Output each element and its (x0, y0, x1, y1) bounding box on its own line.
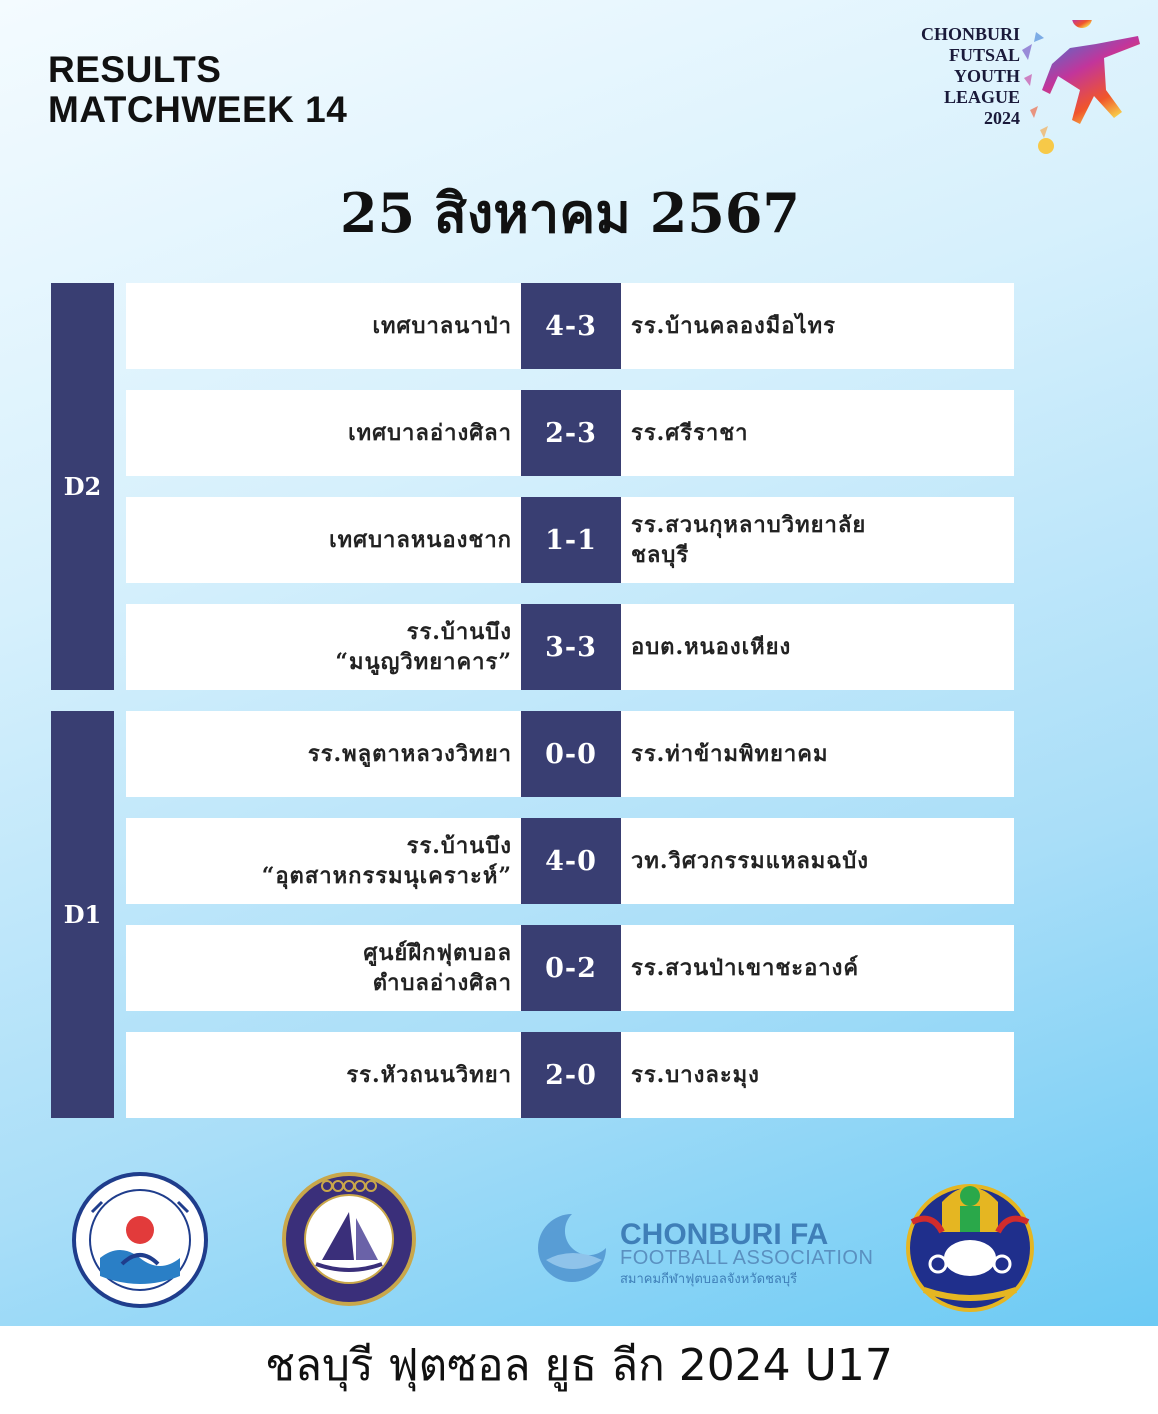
match-score: 4-3 (521, 283, 621, 369)
home-team (126, 818, 512, 904)
match-score: 2-3 (521, 390, 621, 476)
away-team-line: อบต.หนองเหียง (631, 634, 792, 660)
match-score: 1-1 (521, 497, 621, 583)
home-team (126, 497, 512, 583)
away-team-line: รร.สวนป่าเขาชะอางค์ (631, 955, 860, 981)
match-score: 0-0 (521, 711, 621, 797)
match-row (126, 390, 1014, 476)
away-team (631, 925, 1011, 1011)
away-team (631, 283, 1011, 369)
match-row (126, 497, 1014, 583)
league-line: FUTSAL (948, 45, 1020, 65)
match-row (126, 711, 1014, 797)
chonburi-fa-subtitle: FOOTBALL ASSOCIATION (620, 1247, 874, 1269)
home-team (126, 283, 512, 369)
league-line: LEAGUE (943, 87, 1020, 107)
home-team (126, 1032, 512, 1118)
home-team-line: “อุตสาหกรรมนุเคราะห์” (261, 863, 512, 889)
match-score: 4-0 (521, 818, 621, 904)
matchweek-title: MATCHWEEK 14 (48, 89, 348, 130)
home-team-line: เทศบาลหนองชาก (329, 527, 512, 553)
home-team-line: รร.หัวถนนวิทยา (346, 1062, 512, 1088)
league-line: 2024 (984, 108, 1020, 128)
results-heading (48, 50, 347, 130)
home-team (126, 604, 512, 690)
away-team-line: วท.วิศวกรรมแหลมฉบัง (631, 848, 869, 874)
home-team (126, 925, 512, 1011)
home-team (126, 711, 512, 797)
away-team (631, 390, 1011, 476)
futsal-player-logo-icon (1010, 20, 1150, 160)
league-line: CHONBURI (920, 24, 1020, 44)
home-team-line: ตำบลอ่างศิลา (372, 970, 512, 996)
division-label-d1: D1 (51, 711, 114, 1118)
away-team (631, 711, 1011, 797)
match-score: 2-0 (521, 1032, 621, 1118)
league-logo-text (880, 24, 1020, 129)
match-row (126, 1032, 1014, 1118)
home-team-line: รร.บ้านบึง (406, 619, 512, 645)
sports-university-logo-icon (902, 1172, 1038, 1312)
chonburi-fa-thai-name: สมาคมกีฬาฟุตบอลจังหวัดชลบุรี (620, 1272, 798, 1287)
away-team-line: รร.ศรีราชา (631, 420, 749, 446)
footer-title: ชลบุรี ฟุตซอล ยูธ ลีก 2024 U17 (265, 1340, 893, 1391)
match-row (126, 818, 1014, 904)
home-team-line: เทศบาลอ่างศิลา (348, 420, 512, 446)
match-row (126, 283, 1014, 369)
away-team-line: รร.สวนกุหลาบวิทยาลัย (631, 512, 867, 538)
chonburi-fa-wave-icon (532, 1208, 612, 1288)
provincial-administration-logo-icon (72, 1172, 208, 1308)
home-team-line: “มนูญวิทยาคาร” (335, 649, 512, 675)
away-team-line: ชลบุรี (631, 542, 690, 568)
division-label-d2: D2 (51, 283, 114, 690)
away-team (631, 818, 1011, 904)
home-team (126, 390, 512, 476)
away-team (631, 604, 1011, 690)
away-team-line: รร.ท่าข้ามพิทยาคม (631, 741, 829, 767)
home-team-line: เทศบาลนาป่า (372, 313, 512, 339)
league-line: YOUTH (953, 66, 1020, 86)
away-team (631, 497, 1011, 583)
sports-association-logo-icon (282, 1172, 416, 1306)
match-row (126, 925, 1014, 1011)
home-team-line: ศูนย์ฝึกฟุตบอล (363, 940, 512, 966)
match-date: 25 สิงหาคม 2567 (339, 181, 800, 245)
results-title: RESULTS (48, 49, 222, 90)
home-team-line: รร.บ้านบึง (406, 833, 512, 859)
match-score: 0-2 (521, 925, 621, 1011)
away-team-line: รร.บางละมุง (631, 1062, 760, 1088)
home-team-line: รร.พลูตาหลวงวิทยา (307, 741, 512, 767)
chonburi-fa-title: CHONBURI FA (620, 1218, 829, 1251)
away-team-line: รร.บ้านคลองมือไทร (631, 313, 836, 339)
match-row (126, 604, 1014, 690)
match-score: 3-3 (521, 604, 621, 690)
away-team (631, 1032, 1011, 1118)
